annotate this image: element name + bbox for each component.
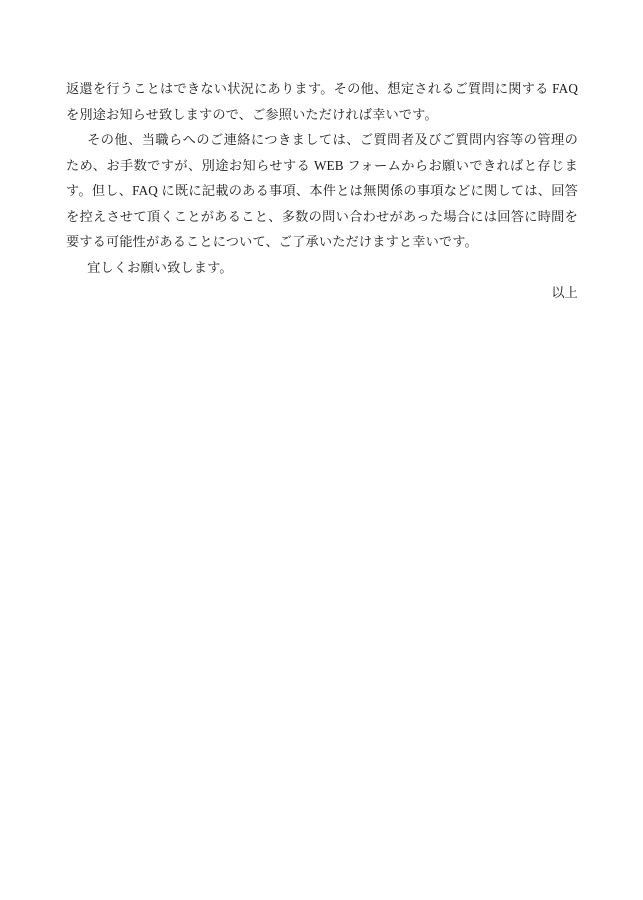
closing-line: 以上: [551, 285, 578, 300]
paragraph-1: 返還を行うことはできない状況にあります。その他、想定されるご質問に関する FAQ を別途お知らせ致しますので、ご参照いただければ幸いです。: [66, 81, 578, 122]
paragraph-2: その他、当職らへのご連絡につきましては、ご質問者及びご質問内容等の管理のため、お手数ですが、別途お知らせする WEB フォームからお願いできればと存じます。但し、FAQ に既に記載のある事項、本件とは無関係の事項などに関しては、回答を控えさせて頂くことがあること、多数の問い合わせがあった場合には回答に時間を要する可能性があることについて、ご了承いただけますと幸いです。: [66, 132, 578, 249]
paragraph-3: 宜しくお願い致します。: [87, 259, 233, 275]
document-body: [66, 76, 578, 306]
